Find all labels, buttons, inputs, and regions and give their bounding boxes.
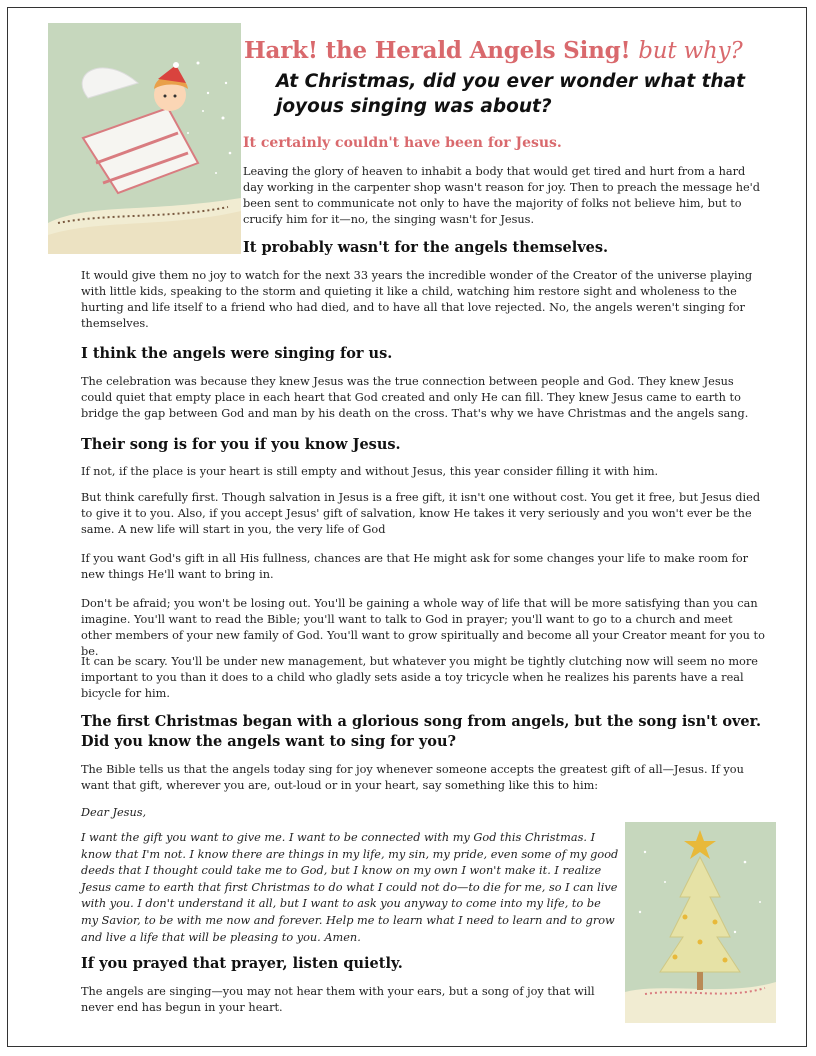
prayer-text: I want the gift you want to give me. I want to be connected with my God this Christmas. I know that I'm not. I know there are things in my life, my sin, my pride, even some of my good deeds that I thought could take me to God, but I know on my own I won't make it. I realize Jesus came to earth that first Christmas to do what I could not do—to die for me, so I can live with you. I don't understand it all, but I want to ask you anyway to come into my life, to be my Savior, to be with me now and forever. Help me to learn what I need to learn and to grow and live a life that will be pleasing to you. Amen. xyxy=(81,831,619,944)
page-subtitle: At Christmas, did you ever wonder what that joyous singing was about? xyxy=(276,71,745,117)
paragraph-9: The Bible tells us that the angels today sing for joy whenever someone accepts the greatest gift of all—Jesus. If you want that gift, wherever you are, out-loud or in your heart, say something like this to him: xyxy=(81,763,744,792)
christmas-tree-icon xyxy=(625,822,776,1023)
page-title: Hark! the Herald Angels Sing! but why? xyxy=(244,37,743,64)
heading-song-for-you: Their song is for you if you know Jesus. xyxy=(81,436,401,453)
angel-illustration xyxy=(48,23,241,254)
heading-not-for-jesus: It certainly couldn't have been for Jesus. xyxy=(243,135,562,151)
heading-not-for-angels: It probably wasn't for the angels themselves. xyxy=(243,239,609,256)
prayer-salutation: Dear Jesus, xyxy=(81,806,147,819)
paragraph-3: The celebration was because they knew Jesus was the true connection between people and God. They knew Jesus could quiet that empty place in each heart that God created and only He can fill. They knew Jesus came to earth to bridge the gap between God and man by his death on the cross. That's why we have Christmas and the angels sang. xyxy=(81,375,749,420)
heading-listen-quietly: If you prayed that prayer, listen quietly. xyxy=(81,955,403,972)
paragraph-1: Leaving the glory of heaven to inhabit a body that would get tired and hurt from a hard day working in the carpenter shop wasn't reason for joy. Then to preach the message he'd been sent to communicate not only to have the majority of folks not believe him, but to crucify him for it—no, the singing wasn't for Jesus. xyxy=(243,165,761,226)
heading-singing-for-us: I think the angels were singing for us. xyxy=(81,345,393,362)
paragraph-4: If not, if the place is your heart is still empty and without Jesus, this year consider filling it with him. xyxy=(81,465,659,478)
angel-icon xyxy=(48,23,241,254)
paragraph-7: Don't be afraid; you won't be losing out. You'll be gaining a whole way of life that will be more satisfying than you can imagine. You'll want to read the Bible; you'll want to talk to God in prayer; you'll want to go to a church and meet other members of your new family of God. You'll want to grow spiritually and become all your Creator meant for you to be. xyxy=(81,597,765,658)
paragraph-2: It would give them no joy to watch for the next 33 years the incredible wonder of the Creator of the universe playing with little kids, speaking to the storm and quieting it like a child, watching him restore sight and wholeness to the hurting and life itself to a friend who had died, and to have all that love rejected. No, the angels weren't singing for themselves. xyxy=(81,269,753,330)
paragraph-10: The angels are singing—you may not hear them with your ears, but a song of joy that will never end has begun in your heart. xyxy=(81,985,595,1014)
paragraph-5: But think carefully first. Though salvation in Jesus is a free gift, it isn't one without cost. You get it free, but Jesus died to give it to you. Also, if you accept Jesus' gift of salvation, know He takes it very seriously and you won't ever be the same. A new life will start in you, the very life of God xyxy=(81,491,761,536)
paragraph-6: If you want God's gift in all His fullness, chances are that He might ask for some changes your life to make room for new things He'll want to bring in. xyxy=(81,552,749,581)
heading-first-christmas: The first Christmas began with a glorious song from angels, but the song isn't over. Did you know the angels want to sing for you? xyxy=(81,713,761,750)
christmas-tree-illustration xyxy=(625,822,776,1023)
paragraph-8: It can be scary. You'll be under new management, but whatever you might be tightly clutching now will seem no more important to you than it does to a child who gladly sets aside a toy tricycle when he realizes his parents have a real bicycle for him. xyxy=(81,655,758,700)
